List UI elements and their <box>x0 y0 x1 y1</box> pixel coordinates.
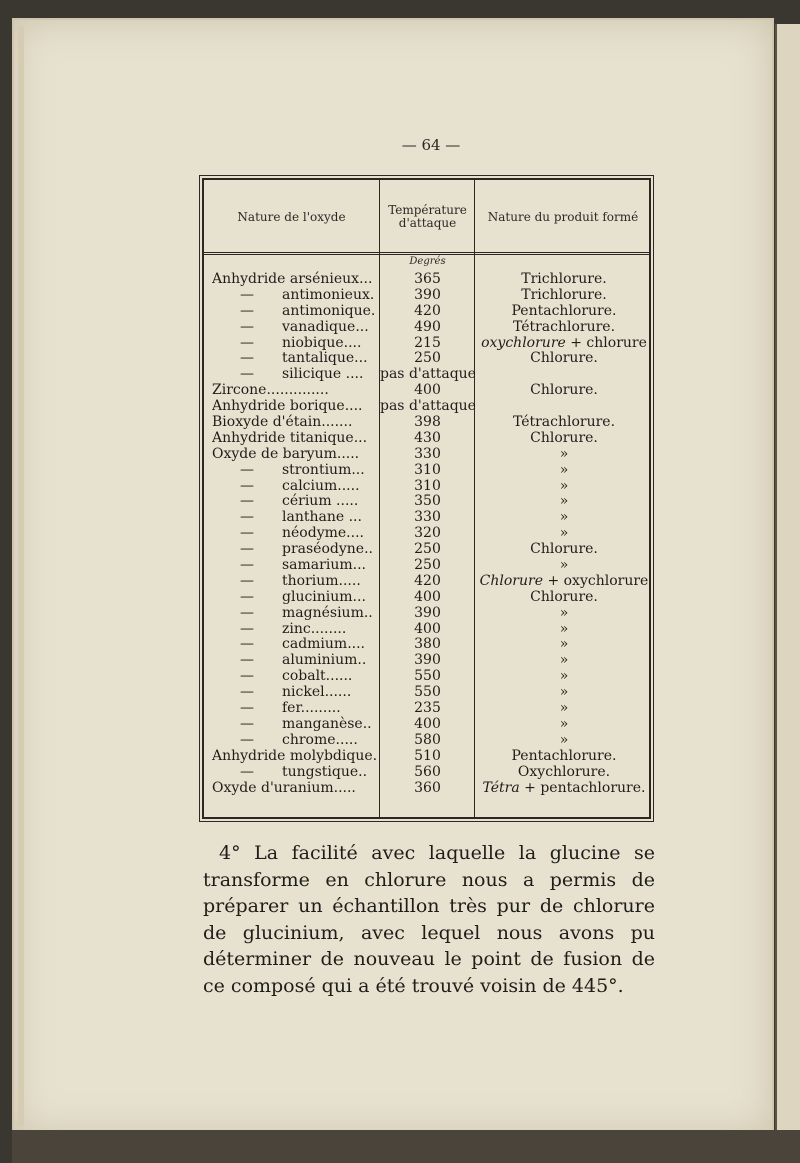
header-oxide: Nature de l'oxyde <box>237 209 346 224</box>
product-text: » <box>559 461 569 478</box>
table-row <box>204 716 653 732</box>
table-row <box>204 684 653 700</box>
oxide-cell <box>212 764 378 780</box>
product-cell <box>476 668 652 684</box>
product-text: » <box>559 636 569 653</box>
product-cell <box>476 446 652 462</box>
product-text: Chlorure. <box>530 541 598 558</box>
product-cell <box>476 335 652 351</box>
oxide-cell <box>212 319 378 335</box>
oxide-cell <box>212 430 378 446</box>
table-row <box>204 382 653 398</box>
temperature-cell: 400 <box>414 588 441 605</box>
product-cell <box>476 271 652 287</box>
table-row <box>204 764 653 780</box>
product-cell <box>476 780 652 796</box>
table-row <box>204 303 653 319</box>
temperature-cell: 215 <box>414 334 441 351</box>
adjacent-page <box>775 24 800 1139</box>
oxide-cell <box>212 652 378 668</box>
product-text: Pentachlorure. <box>511 302 617 319</box>
oxide-cell <box>212 462 378 478</box>
product-text: + oxychlorure <box>543 572 649 589</box>
oxide-cell <box>212 557 378 573</box>
oxide-cell <box>212 780 378 796</box>
product-cell <box>476 621 652 637</box>
ditto-dash: — <box>240 477 254 494</box>
temperature-cell: 400 <box>414 620 441 637</box>
oxide-name: niobique.... <box>282 334 362 351</box>
table-row <box>204 780 653 796</box>
table-row <box>204 748 653 764</box>
temperature-cell: 550 <box>414 684 441 701</box>
oxide-name: Oxyde d'uranium..... <box>212 779 356 796</box>
product-cell <box>476 509 652 525</box>
temperature-cell: 550 <box>414 668 441 685</box>
oxide-name: magnésium.. <box>282 604 373 621</box>
product-cell <box>476 589 652 605</box>
oxide-cell <box>212 414 378 430</box>
ditto-dash: — <box>240 461 254 478</box>
ditto-dash: — <box>240 350 254 367</box>
product-text: » <box>559 731 569 748</box>
oxide-cell <box>212 525 378 541</box>
oxide-name: antimonieux. <box>282 286 375 303</box>
product-text: » <box>559 509 569 526</box>
oxide-name: aluminium.. <box>282 652 367 669</box>
oxide-cell <box>212 478 378 494</box>
oxide-name: calcium..... <box>282 477 360 494</box>
temperature-cell: 390 <box>414 604 441 621</box>
oxide-name: Oxyde de baryum..... <box>212 445 360 462</box>
product-text: » <box>559 684 569 701</box>
oxide-cell <box>212 636 378 652</box>
table-row <box>204 573 653 589</box>
oxide-name: samarium... <box>282 557 366 574</box>
oxide-cell <box>212 303 378 319</box>
oxide-name: manganèse.. <box>282 715 372 732</box>
temperature-cell: 400 <box>414 715 441 732</box>
table-row <box>204 462 653 478</box>
product-text: » <box>559 493 569 510</box>
oxide-name: néodyme.... <box>282 525 364 542</box>
temperature-cell: 235 <box>414 700 441 717</box>
table-row <box>204 541 653 557</box>
product-text: » <box>559 700 569 717</box>
product-cell <box>476 716 652 732</box>
product-cell <box>476 319 652 335</box>
temperature-cell: 390 <box>414 652 441 669</box>
product-text: » <box>559 715 569 732</box>
oxide-name: tantalique... <box>282 350 368 367</box>
oxide-name: Anhydride arsénieux... <box>212 271 373 287</box>
oxide-cell <box>212 541 378 557</box>
ditto-dash: — <box>240 525 254 542</box>
temperature-cell: 350 <box>414 493 441 510</box>
table-row <box>204 636 653 652</box>
oxide-name: lanthane ... <box>282 509 362 526</box>
table-row <box>204 732 653 748</box>
oxide-name: Anhydride titanique... <box>212 429 368 446</box>
product-cell <box>476 636 652 652</box>
product-cell <box>476 525 652 541</box>
product-text: Chlorure. <box>530 350 598 367</box>
table-row <box>204 652 653 668</box>
oxide-name: praséodyne.. <box>282 541 373 558</box>
ditto-dash: — <box>240 652 254 669</box>
oxide-cell <box>212 366 378 382</box>
book-bottom-edge <box>12 1130 800 1163</box>
ditto-dash: — <box>240 684 254 701</box>
oxide-name: thorium..... <box>282 572 361 589</box>
table-row <box>204 589 653 605</box>
temperature-cell: 580 <box>414 731 441 748</box>
temperature-cell: 420 <box>414 302 441 319</box>
oxide-cell <box>212 382 378 398</box>
oxide-cell <box>212 446 378 462</box>
oxide-cell <box>212 748 378 764</box>
ditto-dash: — <box>240 636 254 653</box>
oxide-name: zinc........ <box>282 620 347 637</box>
header-divider <box>204 254 649 255</box>
oxide-cell <box>212 668 378 684</box>
table-row <box>204 605 653 621</box>
table-row <box>204 446 653 462</box>
temperature-cell: 250 <box>414 557 441 574</box>
oxide-name: cobalt...... <box>282 668 353 685</box>
oxide-name: glucinium... <box>282 588 366 605</box>
oxide-cell <box>212 287 378 303</box>
product-cell <box>476 430 652 446</box>
product-cell <box>476 605 652 621</box>
table-row <box>204 621 653 637</box>
oxide-name: strontium... <box>282 461 365 478</box>
table-body <box>204 271 653 795</box>
data-table <box>202 178 651 819</box>
oxide-cell <box>212 350 378 366</box>
temperature-cell: 330 <box>414 445 441 462</box>
temperature-cell: 420 <box>414 572 441 589</box>
oxide-cell <box>212 589 378 605</box>
product-text: Tétrachlorure. <box>512 414 616 431</box>
product-cell <box>476 382 652 398</box>
product-text: » <box>559 525 569 542</box>
temperature-cell: 560 <box>414 763 441 780</box>
page-number: — 64 — <box>401 136 461 154</box>
oxide-name: fer......... <box>282 700 341 717</box>
table-row <box>204 414 653 430</box>
product-cell <box>476 652 652 668</box>
temperature-cell: pas d'attaque <box>380 398 476 415</box>
oxide-name: Anhydride borique.... <box>212 398 363 415</box>
body-paragraph <box>203 840 655 999</box>
temperature-cell: 430 <box>414 429 441 446</box>
paragraph-text: 4° La facilité avec laquelle la glucine se transforme en chlorure nous a permis de préparer un échantillon très pur de chlorure de glucinium, avec lequel nous avons pu déterminer de nouveau le point de fusion de ce composé qui a été trouvé voisin de 445°. <box>203 842 655 997</box>
ditto-dash: — <box>240 302 254 319</box>
product-cell <box>476 764 652 780</box>
oxide-name: Bioxyde d'étain....... <box>212 414 353 431</box>
product-italic: Tétra <box>482 779 520 796</box>
temperature-cell: 250 <box>414 541 441 558</box>
temperature-cell: 365 <box>414 271 441 287</box>
oxide-cell <box>212 605 378 621</box>
oxide-cell <box>212 621 378 637</box>
product-cell <box>476 350 652 366</box>
table-row <box>204 366 653 382</box>
temperature-cell: pas d'attaque <box>380 366 476 383</box>
product-cell <box>476 573 652 589</box>
product-text: Trichlorure. <box>521 286 607 303</box>
ditto-dash: — <box>240 763 254 780</box>
oxide-cell <box>212 335 378 351</box>
temperature-cell: 310 <box>414 461 441 478</box>
product-cell <box>476 732 652 748</box>
product-cell <box>476 557 652 573</box>
product-text: Chlorure. <box>530 588 598 605</box>
product-cell <box>476 684 652 700</box>
table-row <box>204 319 653 335</box>
oxide-name: antimonique. <box>282 302 376 319</box>
ditto-dash: — <box>240 588 254 605</box>
temperature-cell: 490 <box>414 318 441 335</box>
ditto-dash: — <box>240 731 254 748</box>
table-row <box>204 350 653 366</box>
unit-label: Degrés <box>409 256 446 267</box>
oxide-cell <box>212 271 378 287</box>
table-row <box>204 557 653 573</box>
table-row <box>204 430 653 446</box>
product-italic: Chlorure <box>479 572 543 589</box>
product-cell <box>476 541 652 557</box>
product-text: » <box>559 620 569 637</box>
table-row <box>204 525 653 541</box>
oxide-name: tungstique.. <box>282 763 368 780</box>
oxide-cell <box>212 398 378 414</box>
product-text: Chlorure. <box>530 429 598 446</box>
table-row <box>204 287 653 303</box>
table-row <box>204 398 653 414</box>
ditto-dash: — <box>240 493 254 510</box>
product-cell <box>476 700 652 716</box>
temperature-cell: 390 <box>414 286 441 303</box>
oxide-name: cérium ..... <box>282 493 359 510</box>
product-italic: oxychlorure <box>481 334 566 351</box>
ditto-dash: — <box>240 715 254 732</box>
product-text: » <box>559 477 569 494</box>
product-cell <box>476 287 652 303</box>
product-text: » <box>559 652 569 669</box>
table-row <box>204 700 653 716</box>
oxide-cell <box>212 493 378 509</box>
ditto-dash: — <box>240 700 254 717</box>
product-cell <box>476 303 652 319</box>
temperature-cell: 398 <box>414 414 441 431</box>
ditto-dash: — <box>240 668 254 685</box>
oxide-cell <box>212 732 378 748</box>
ditto-dash: — <box>240 557 254 574</box>
ditto-dash: — <box>240 334 254 351</box>
temperature-cell: 360 <box>414 779 441 796</box>
oxide-name: nickel...... <box>282 684 352 701</box>
ditto-dash: — <box>240 604 254 621</box>
product-cell <box>476 478 652 494</box>
oxide-name: Zircone.............. <box>212 382 329 399</box>
temperature-cell: 330 <box>414 509 441 526</box>
temperature-cell: 320 <box>414 525 441 542</box>
product-cell <box>476 748 652 764</box>
product-cell <box>476 493 652 509</box>
ditto-dash: — <box>240 509 254 526</box>
ditto-dash: — <box>240 620 254 637</box>
table-row <box>204 335 653 351</box>
oxide-cell <box>212 509 378 525</box>
oxide-cell <box>212 684 378 700</box>
product-text: Pentachlorure. <box>511 747 617 764</box>
table-row <box>204 509 653 525</box>
product-cell <box>476 462 652 478</box>
oxide-cell <box>212 700 378 716</box>
product-cell <box>476 414 652 430</box>
ditto-dash: — <box>240 572 254 589</box>
product-text: » <box>559 445 569 462</box>
oxide-cell <box>212 716 378 732</box>
product-text: » <box>559 557 569 574</box>
product-text: + pentachlorure. <box>519 779 646 796</box>
ditto-dash: — <box>240 366 254 383</box>
temperature-cell: 510 <box>414 747 441 764</box>
product-text: Tétrachlorure. <box>512 318 616 335</box>
product-text: + chlorure <box>565 334 647 351</box>
ditto-dash: — <box>240 286 254 303</box>
oxide-name: silicique .... <box>282 366 364 383</box>
oxide-name: Anhydride molybdique. <box>212 747 378 764</box>
table-row <box>204 271 653 287</box>
header-temperature: Température d'attaque <box>388 203 467 230</box>
temperature-cell: 400 <box>414 382 441 399</box>
product-text: » <box>559 604 569 621</box>
temperature-cell: 310 <box>414 477 441 494</box>
header-product: Nature du produit formé <box>487 209 639 224</box>
table-row <box>204 478 653 494</box>
ditto-dash: — <box>240 318 254 335</box>
product-text: » <box>559 668 569 685</box>
oxide-name: chrome..... <box>282 731 358 748</box>
oxide-name: vanadique... <box>282 318 369 335</box>
table-row <box>204 493 653 509</box>
product-text: Trichlorure. <box>521 271 607 287</box>
temperature-cell: 250 <box>414 350 441 367</box>
product-text: Chlorure. <box>530 382 598 399</box>
oxide-cell <box>212 573 378 589</box>
table-row <box>204 668 653 684</box>
oxide-name: cadmium.... <box>282 636 365 653</box>
ditto-dash: — <box>240 541 254 558</box>
page-edge <box>18 26 24 1126</box>
temperature-cell: 380 <box>414 636 441 653</box>
product-text: Oxychlorure. <box>517 763 611 780</box>
